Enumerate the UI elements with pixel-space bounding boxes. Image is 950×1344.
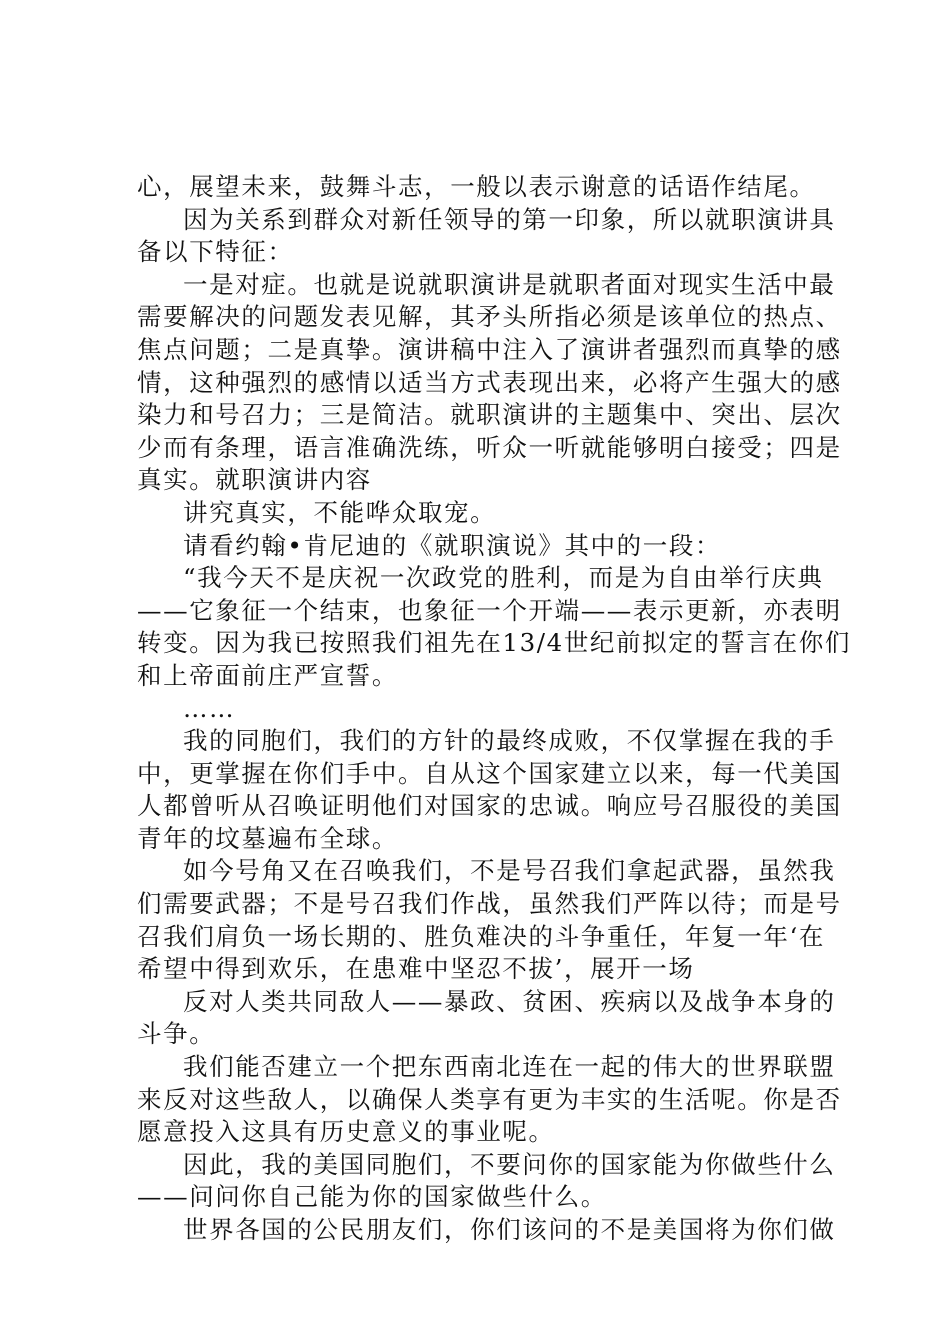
text-line: 反对人类共同敌人——暴政、贫困、疾病以及战争本身的	[183, 986, 836, 1016]
text-line: 青年的坟墓遍布全球。	[137, 823, 398, 853]
text-line: 少而有条理，语言准确洗练，听众一听就能够明白接受；四是	[137, 432, 842, 462]
text-line: 愿意投入这具有历史意义的事业呢。	[137, 1117, 555, 1147]
text-line: 中，更掌握在你们手中。自从这个国家建立以来，每一代美国	[137, 758, 842, 788]
text-line: 讲究真实，不能哗众取宠。	[183, 497, 497, 527]
text-line: 来反对这些敌人，以确保人类享有更为丰实的生活呢。你是否	[137, 1084, 842, 1114]
text-line: 召我们肩负一场长期的、胜负难决的斗争重任，年复一年‘在	[137, 921, 825, 951]
text-line: 人都曾听从召唤证明他们对国家的忠诚。响应号召服役的美国	[137, 791, 842, 821]
text-line: 请看约翰•肯尼迪的《就职演说》其中的一段：	[183, 530, 722, 560]
text-line: 一是对症。也就是说就职演讲是就职者面对现实生活中最	[183, 269, 836, 299]
text-line: 如今号角又在召唤我们，不是号召我们拿起武器，虽然我	[183, 856, 836, 886]
text-line: 备以下特征：	[137, 237, 294, 267]
text-line: 我的同胞们，我们的方针的最终成败，不仅掌握在我的手	[183, 726, 836, 756]
text-line: 因为关系到群众对新任领导的第一印象，所以就职演讲具	[183, 204, 836, 234]
text-line: 真实。就职演讲内容	[137, 465, 372, 495]
text-line: 染力和号召力；三是简洁。就职演讲的主题集中、突出、层次	[137, 400, 842, 430]
text-line: ——它象征一个结束，也象征一个开端——表示更新，亦表明	[137, 595, 842, 625]
text-line: 世界各国的公民朋友们，你们该问的不是美国将为你们做	[183, 1215, 836, 1244]
text-line: ……	[183, 693, 236, 723]
text-line: 焦点问题；二是真挚。演讲稿中注入了演讲者强烈而真挚的感	[137, 334, 842, 364]
text-line: 我们能否建立一个把东西南北连在一起的伟大的世界联盟	[183, 1052, 836, 1082]
text-line: 心，展望未来，鼓舞斗志，一般以表示谢意的话语作结尾。	[137, 172, 816, 201]
body-text	[137, 171, 851, 1247]
text-line: “我今天不是庆祝一次政党的胜利，而是为自由举行庆典	[183, 563, 824, 593]
text-line: 希望中得到欢乐，在患难中坚忍不拔’，展开一场	[137, 954, 695, 984]
text-line: 们需要武器；不是号召我们作战，虽然我们严阵以待；而是号	[137, 889, 842, 919]
text-line: 和上帝面前庄严宣誓。	[137, 660, 398, 690]
text-line: 转变。因为我已按照我们祖先在13/4世纪前拟定的誓言在你们	[137, 628, 851, 658]
text-line: 情，这种强烈的感情以适当方式表现出来，必将产生强大的感	[137, 367, 842, 397]
text-line: ——问问你自己能为你的国家做些什么。	[137, 1182, 607, 1212]
text-line: 因此，我的美国同胞们，不要问你的国家能为你做些什么	[183, 1149, 836, 1179]
text-line: 需要解决的问题发表见解，其矛头所指必须是该单位的热点、	[137, 302, 842, 332]
text-line: 斗争。	[137, 1019, 216, 1049]
